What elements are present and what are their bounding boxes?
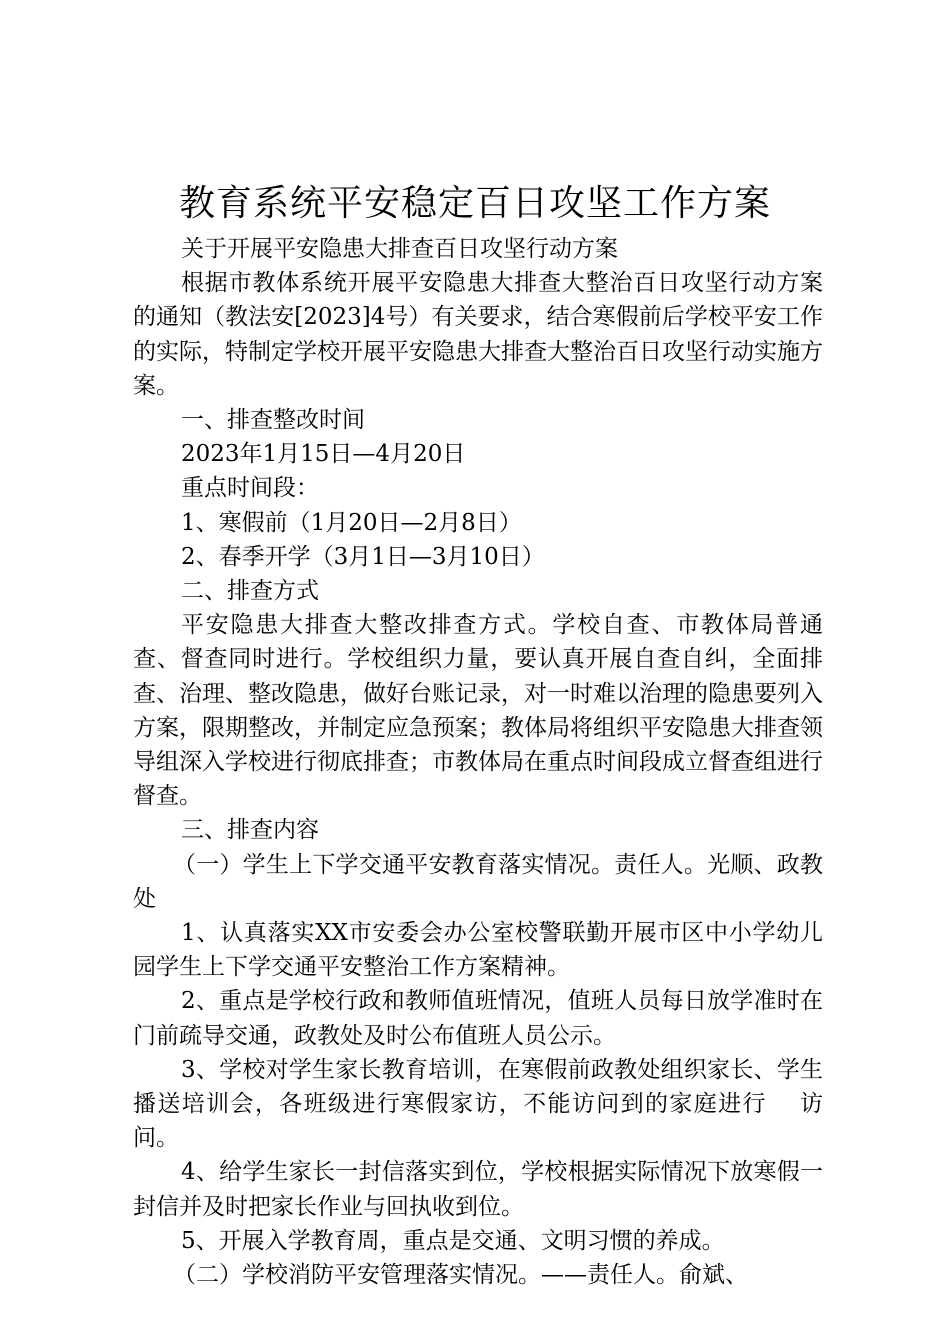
- key-period-item: 2、春季开学（3月1日—3月10日）: [181, 543, 545, 570]
- subtitle-paragraph: 关于开展平安隐患大排查百日攻坚行动方案: [181, 236, 618, 262]
- subsection-heading: （二）学校消防平安管理落实情况。——责任人。俞斌、: [173, 1262, 748, 1289]
- list-item: 4、给学生家长一封信落实到位，学校根据实际情况下放寒假一封信并及时把家长作业与回执收到位。: [133, 1159, 823, 1220]
- intro-paragraph: 根据市教体系统开展平安隐患大排查大整治百日攻坚行动方案的通知（教法安[2023]4号）有关要求，结合寒假前后学校平安工作的实际，特制定学校开展平安隐患大排查大整治百日攻坚行动实施方案。: [133, 270, 823, 399]
- list-item: 5、开展入学教育周，重点是交通、文明习惯的养成。: [181, 1227, 725, 1254]
- list-item: 1、认真落实XX市安委会办公室校警联勤开展市区中小学幼儿园学生上下学交通平安整治工作方案精神。: [133, 920, 823, 981]
- list-item: 3、学校对学生家长教育培训，在寒假前政教处组织家长、学生播送培训会，各班级进行寒假家访，不能访问到的家庭进行 访问。: [133, 1056, 823, 1152]
- key-period-item: 1、寒假前（1月20日—2月8日）: [181, 509, 522, 536]
- document-body: [133, 232, 823, 1292]
- date-range: 2023年1月15日—4月20日: [181, 441, 466, 468]
- section-heading-content: 三、排查内容: [181, 817, 319, 844]
- section-heading-time: 一、排查整改时间: [181, 407, 365, 434]
- document-title: 教育系统平安稳定百日攻坚工作方案: [178, 183, 771, 224]
- method-paragraph: 平安隐患大排查大整改排查方式。学校自查、市教体局普通查、督查同时进行。学校组织力量，要认真开展自查自纠，全面排查、治理、整改隐患，做好台账记录，对一时难以治理的隐患要列入方案，限期整改，并制定应急预案；教体局将组织平安隐患大排查领导组深入学校进行彻底排查；市教体局在重点时间段成立督查组进行督查。: [133, 612, 823, 810]
- key-period-label: 重点时间段：: [181, 475, 319, 502]
- section-heading-method: 二、排查方式: [181, 578, 319, 605]
- subsection-heading: （一）学生上下学交通平安教育落实情况。责任人。光顺、政教处: [133, 851, 823, 912]
- list-item: 2、重点是学校行政和教师值班情况，值班人员每日放学准时在门前疏导交通，政教处及时公布值班人员公示。: [133, 988, 823, 1049]
